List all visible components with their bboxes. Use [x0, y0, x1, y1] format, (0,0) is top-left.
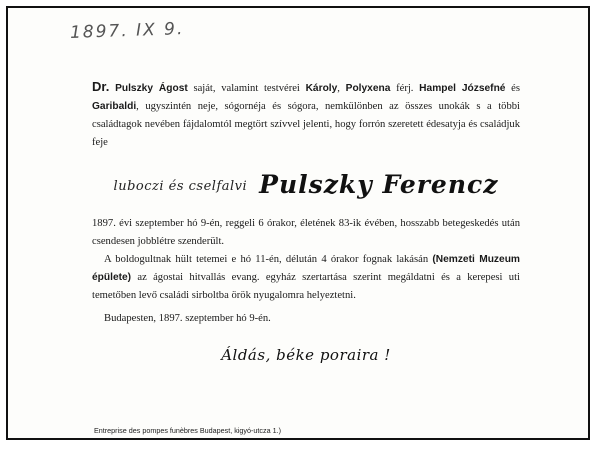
name-garibaldi: Garibaldi [92, 101, 137, 112]
blessing-line: Áldás, béke poraira ! [221, 346, 391, 364]
place-date-line: Budapesten, 1897. szeptember hó 9-én. [104, 313, 271, 324]
deceased-name-line [92, 170, 520, 199]
name-karoly: Károly [305, 83, 338, 94]
name-polyxena: Polyxena [345, 83, 391, 94]
funeral-text-2: az ágostai hitvallás evang. egyház szertartása szerint megáldatni és a kerepesi uti temetőben levő családi sirboltba örök nyugalomra helyeztetni. [92, 272, 520, 301]
death-notice-paragraph: 1897. évi szeptember hó 9-én, reggeli 6 órakor, életének 83-ik évében, hosszabb betegeskedés után csendesen jobblétre szenderült. [92, 218, 520, 247]
title-dr: Dr. [92, 79, 110, 94]
name-hampel-jozsefne: Hampel Józsefné [419, 83, 506, 94]
undertaker-footer: Entreprise des pompes funèbres Budapest, kigyó-utcza 1.) [94, 426, 281, 435]
intro-text-1: saját, valamint testvérei [187, 83, 306, 94]
intro-text-3: férj. [390, 83, 420, 94]
funeral-paragraph [92, 251, 520, 305]
intro-text-4: és [505, 83, 520, 94]
intro-text-5: , ugyszintén neje, sógornéja és sógora, nemkülönben az összes unokák s a többi családtagok nevében fájdalomtól megtört szívvel jelenti, hogy forrón szeretett édesatyja és családjuk feje [92, 101, 520, 148]
deceased-name: Pulszky Ferencz [259, 170, 499, 199]
obituary-card [6, 6, 590, 440]
name-prefix: luboczi és cselfalvi [113, 179, 248, 194]
intro-text-2: , [337, 83, 346, 94]
funeral-text-1: A boldogultnak hült tetemei e hó 11-én, délután 4 órakor fognak lakásán [104, 254, 433, 265]
name-pulszky-agost: Pulszky Ágost [115, 83, 188, 94]
funeral-location: (Nemzeti Muzeum épülete) [92, 254, 520, 283]
intro-paragraph [92, 78, 520, 152]
handwritten-date-note: 1897. IX 9. [69, 19, 185, 43]
